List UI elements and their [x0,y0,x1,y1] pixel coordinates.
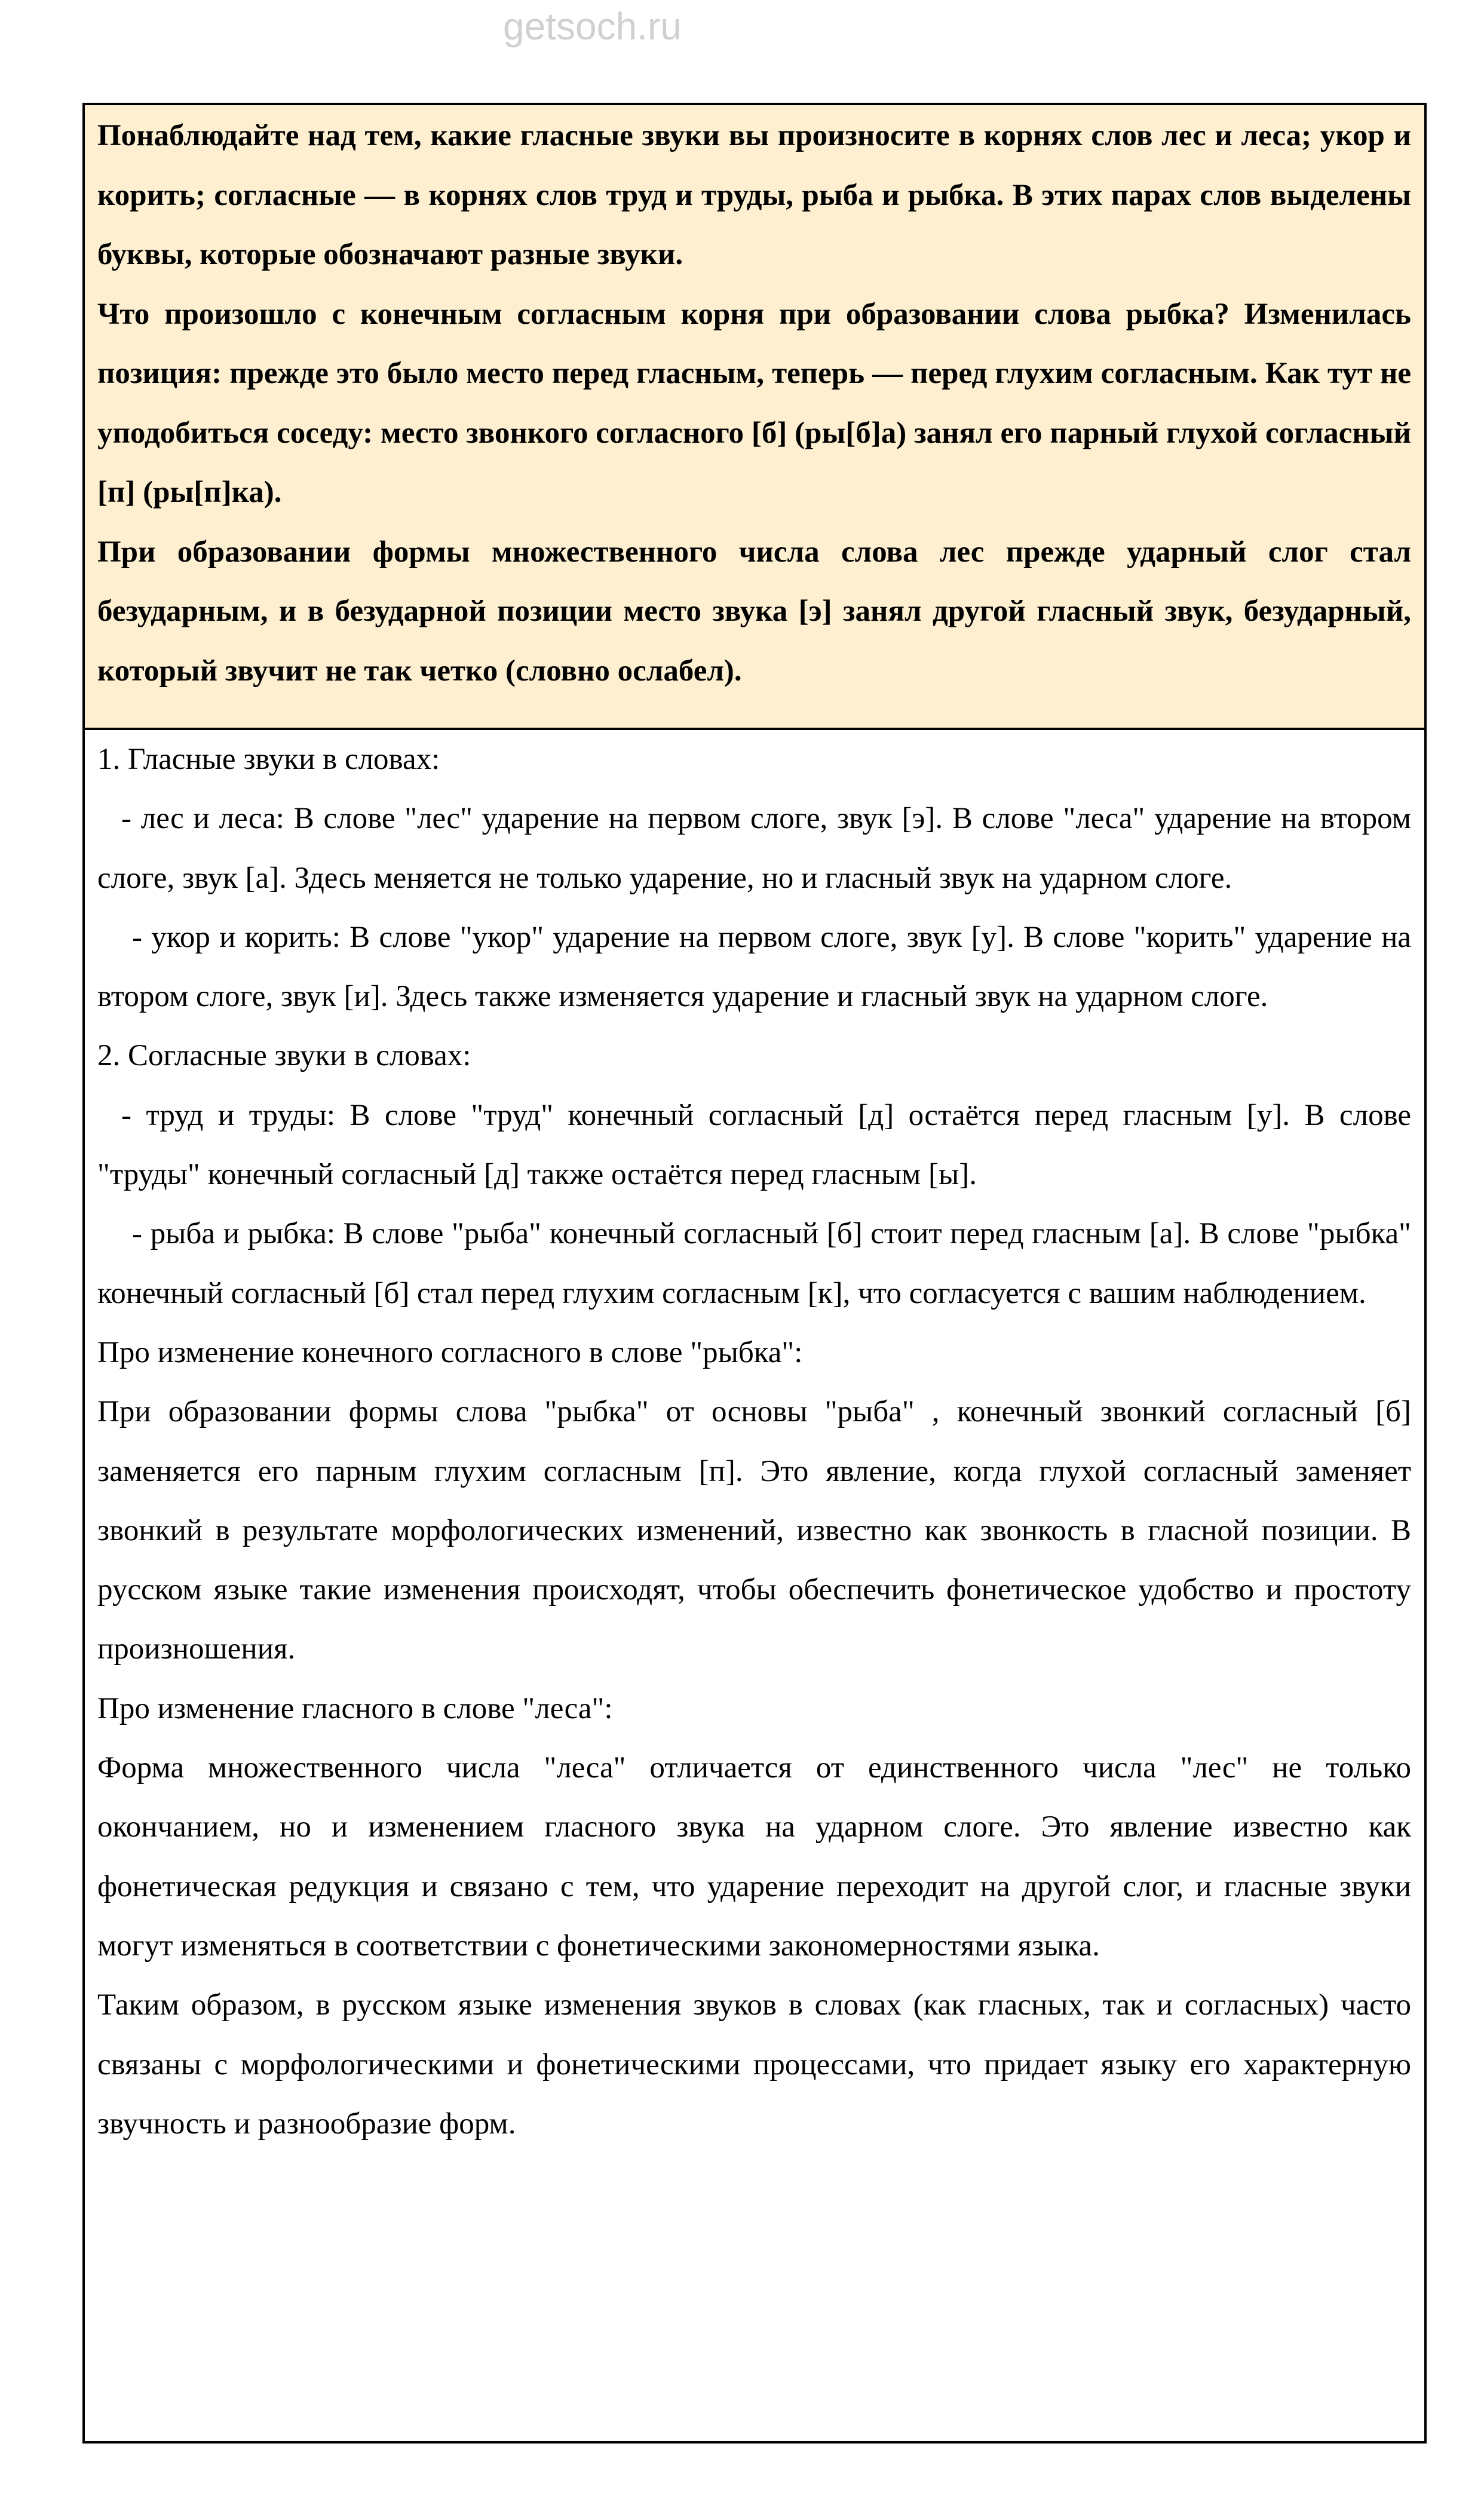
answer-heading-consonants: 2. Согласные звуки в словах: [97,1039,471,1073]
answer-subheading-rybka: Про изменение конечного согласного в слове "рыбка": [97,1335,803,1369]
watermark: getsoch.ru [503,5,682,48]
answer-subheading-lesa: Про изменение гласного в слове "леса": [97,1691,613,1725]
answer-item-les: - лес и леса: В слове "лес" ударение на первом слоге, звук [э]. В слове "леса" ударение на втором слоге, звук [а]. Здесь меняется не только ударение, но и гласный звук на ударном слоге. [97,802,1411,895]
answer-item-ukor: - укор и корить: В слове "укор" ударение на первом слоге, звук [у]. В слове "корить" ударение на втором слоге, звук [и]. Здесь также изменяется ударение и гласный звук на ударном слоге. [97,920,1411,1014]
task-paragraph-consonant: Что произошло с конечным согласным корня при образовании слова рыбка? Изменилась позиция: прежде это было место перед гласным, теперь — перед глухим согласным. Как тут не уподобиться соседу: место звонкого согласного [б] (ры[б]а) занял его парный глухой согласный [п] (ры[п]ка). [97,297,1411,509]
answer-item-ryba: - рыба и рыбка: В слове "рыба" конечный согласный [б] стоит перед гласным [а]. В слове "рыбка" конечный согласный [б] стал перед глухим согласным [к], что согласуется с вашим наблюдением. [97,1217,1411,1310]
answer-heading-vowels: 1. Гласные звуки в словах: [97,743,440,776]
answer-paragraph-rybka: При образовании формы слова "рыбка" от основы "рыба" , конечный звонкий согласный [б] заменяется его парным глухим согласным [п]. Это явление, когда глухой согласный заменяет звонкий в результате морфологических изменений, известно как звонкость в гласной позиции. В русском языке такие изменения происходят, чтобы обеспечить фонетическое удобство и простоту произношения. [97,1395,1411,1666]
task-box [85,105,1424,730]
task-paragraph-vowel: При образовании формы множественного числа слова лес прежде ударный слог стал безударным, и в безударной позиции место звука [э] занял другой гласный звук, безударный, который звучит не так четко (словно ослабел). [97,535,1411,688]
answer-paragraph-lesa: Форма множественного числа "леса" отличается от единственного числа "лес" не только окончанием, но и изменением гласного звука на ударном слоге. Это явление известно как фонетическая редукция и связано с тем, что ударение переходит на другой слог, и гласные звуки могут изменяться в соответствии с фонетическими закономерностями языка. [97,1751,1411,1963]
answer-item-trud: - труд и труды: В слове "труд" конечный согласный [д] остаётся перед гласным [у]. В слове "труды" конечный согласный [д] также остаётся перед гласным [ы]. [97,1098,1411,1192]
answer-conclusion: Таким образом, в русском языке изменения звуков в словах (как гласных, так и согласных) часто связаны с морфологическими и фонетическими процессами, что придает языку его характерную звучность и разнообразие форм. [97,1988,1411,2141]
answer-box [85,730,1424,2441]
exercise-frame [82,103,1427,2444]
task-paragraph-observation: Понаблюдайте над тем, какие гласные звуки вы произносите в корнях слов лес и леса; укор и корить; согласные — в корнях слов труд и труды, рыба и рыбка. В этих парах слов выделены буквы, которые обозначают разные звуки. [97,119,1411,271]
